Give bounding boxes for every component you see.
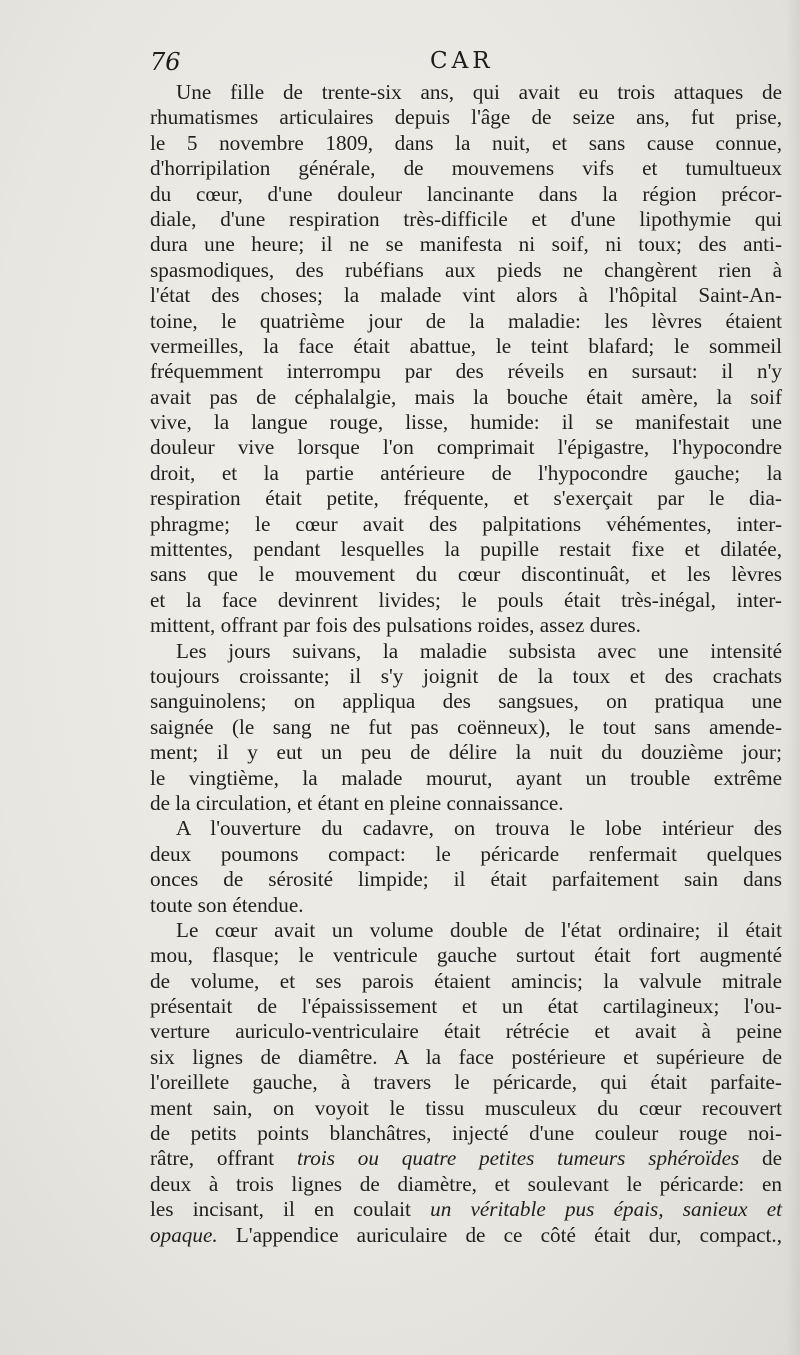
text-line: le vingtième, la malade mourut, ayant un trouble extrême <box>150 765 782 790</box>
text-line: deux poumons compact: le péricarde renfermait quelques <box>150 841 782 866</box>
text-run: les incisant, il en coulait <box>150 1197 431 1222</box>
text-line: dura une heure; il ne se manifesta ni soif, ni toux; des anti- <box>150 232 782 257</box>
text-line: et la face devinrent livides; le pouls était très-inégal, inter- <box>150 587 782 612</box>
text-line: toute son étendue. <box>150 892 304 917</box>
text-line: toujours croissante; il s'y joignit de la toux et des crachats <box>150 663 782 688</box>
italic-run: un véritable pus épais, sanieux et <box>430 1197 782 1222</box>
page-number: 76 <box>150 48 181 76</box>
text-line: l'oreillete gauche, à travers le péricarde, qui était parfaite- <box>150 1070 782 1095</box>
italic-run: opaque. <box>150 1222 218 1247</box>
text-line: deux à trois lignes de diamètre, et soulevant le péricarde: en <box>150 1171 782 1196</box>
text-line: droit, et la partie antérieure de l'hypocondre gauche; la <box>150 460 782 485</box>
text-line: rhumatismes articulaires depuis l'âge de seize ans, fut prise, <box>150 105 782 130</box>
paragraph-4 <box>150 918 782 1248</box>
text-line-mixed <box>150 1197 782 1222</box>
text-line: Une fille de trente-six ans, qui avait eu trois attaques de <box>176 80 782 104</box>
text-line: A l'ouverture du cadavre, on trouva le lobe intérieur des <box>176 816 782 841</box>
paragraph-2 <box>150 639 782 817</box>
text-line: fréquemment interrompu par des réveils en sursaut: il n'y <box>150 359 782 384</box>
text-line: Le cœur avait un volume double de l'état ordinaire; il était <box>176 917 782 942</box>
text-line: ment sain, on voyoit le tissu musculeux du cœur recouvert <box>150 1095 782 1120</box>
text-line: diale, d'une respiration très-difficile et d'une lipothymie qui <box>150 206 782 231</box>
text-line: onces de sérosité limpide; il était parfaitement sain dans <box>150 867 782 892</box>
text-line: de la circulation, et étant en pleine connaissance. <box>150 790 564 815</box>
text-run: râtre, offrant <box>150 1146 297 1171</box>
text-line: présentait de l'épaississement et un état cartilagineux; l'ou- <box>150 994 782 1019</box>
text-line: du cœur, d'une douleur lancinante dans la région précor- <box>150 181 782 206</box>
text-line: l'état des choses; la malade vint alors à l'hôpital Saint-An- <box>150 283 782 308</box>
text-line: le 5 novembre 1809, dans la nuit, et sans cause connue, <box>150 130 782 155</box>
running-head: CAR <box>430 48 494 74</box>
text-line: d'horripilation générale, de mouvemens vifs et tumultueux <box>150 156 782 181</box>
page-header <box>150 46 790 78</box>
page-edge-shadow <box>786 0 800 1355</box>
paragraph-3 <box>150 816 782 918</box>
body-text <box>150 80 782 1248</box>
text-line: mittentes, pendant lesquelles la pupille restait fixe et dilatée, <box>150 537 782 562</box>
text-line: verture auriculo-ventriculaire était rétrécie et avait à peine <box>150 1019 782 1044</box>
text-line: sans que le mouvement du cœur discontinuât, et les lèvres <box>150 562 782 587</box>
text-line: mittent, offrant par fois des pulsations roides, assez dures. <box>150 613 641 638</box>
paragraph-1 <box>150 80 782 639</box>
italic-run: trois ou quatre petites tumeurs sphéroïdes <box>296 1146 740 1171</box>
text-line-mixed <box>150 1146 782 1171</box>
text-line: sanguinolens; on appliqua des sangsues, on pratiqua une <box>150 689 782 714</box>
text-line: avait pas de céphalalgie, mais la bouche était amère, la soif <box>150 384 782 409</box>
text-line: ment; il y eut un peu de délire la nuit du douzième jour; <box>150 740 782 765</box>
text-run: L'appendice auriculaire de ce côté était dur, compact., <box>217 1222 782 1247</box>
text-line: phragme; le cœur avait des palpitations véhémentes, inter- <box>150 511 782 536</box>
text-line-mixed <box>150 1223 782 1248</box>
text-line: spasmodiques, des rubéfians aux pieds ne changèrent rien à <box>150 257 782 282</box>
text-line: vive, la langue rouge, lisse, humide: il se manifestait une <box>150 410 782 435</box>
text-line: Les jours suivans, la maladie subsista avec une intensité <box>176 638 782 663</box>
text-run: de <box>739 1146 782 1171</box>
text-line: saignée (le sang ne fut pas coënneux), le tout sans amende- <box>150 714 782 739</box>
text-line: vermeilles, la face était abattue, le teint blafard; le sommeil <box>150 333 782 358</box>
text-line: respiration était petite, fréquente, et s'exerçait par le dia- <box>150 486 782 511</box>
text-line: six lignes de diamêtre. A la face postérieure et supérieure de <box>150 1044 782 1069</box>
text-line: douleur vive lorsque l'on comprimait l'épigastre, l'hypocondre <box>150 435 782 460</box>
text-line: de volume, et ses parois étaient amincis; la valvule mitrale <box>150 968 782 993</box>
text-line: de petits points blanchâtres, injecté d'une couleur rouge noi- <box>150 1121 782 1146</box>
text-line: toine, le quatrième jour de la maladie: les lèvres étaient <box>150 308 782 333</box>
text-line: mou, flasque; le ventricule gauche surtout était fort augmenté <box>150 943 782 968</box>
